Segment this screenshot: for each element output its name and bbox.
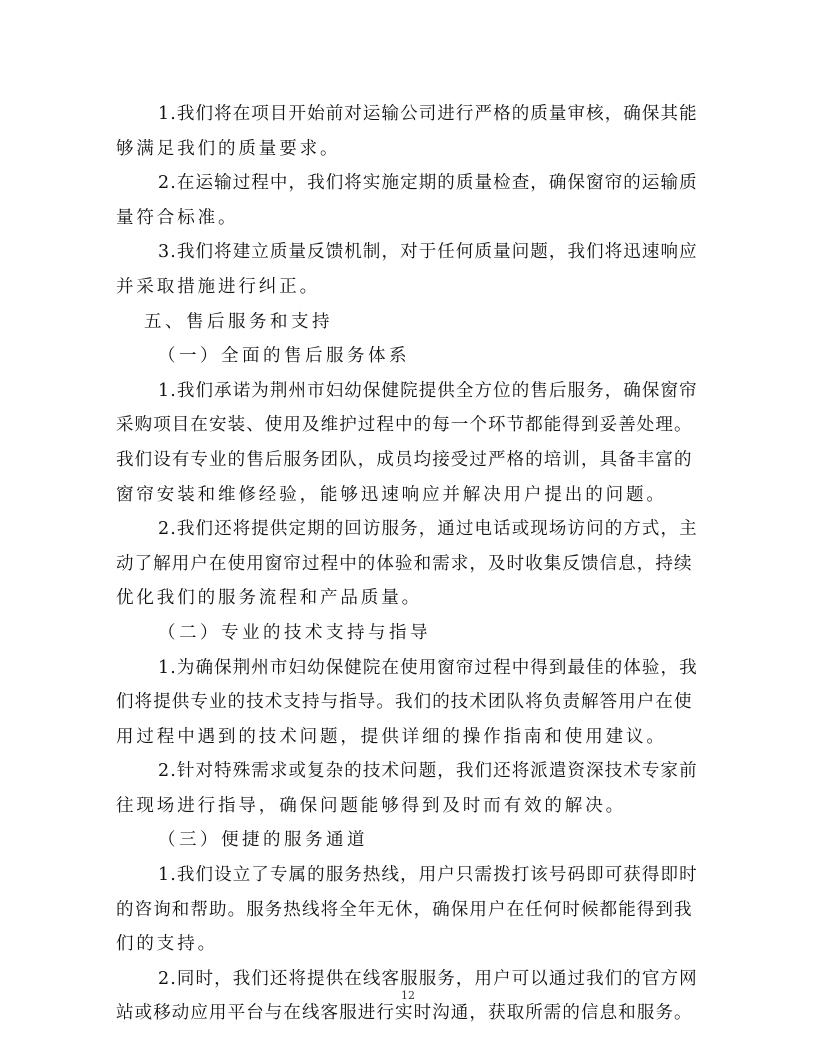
text-line: 窗帘安装和维修经验，能够迅速响应并解决用户提出的问题。 <box>116 484 667 505</box>
document-body <box>116 97 698 1031</box>
text-line: 1.我们设立了专属的服务热线，用户只需拨打该号码即可获得即时 <box>158 865 698 886</box>
subsection-heading: （三）便捷的服务通道 <box>158 830 368 851</box>
text-line: 站或移动应用平台与在线客服进行实时沟通，获取所需的信息和服务。 <box>116 1003 693 1024</box>
text-line: 的咨询和帮助。服务热线将全年无休，确保用户在任何时候都能得到我 <box>116 899 693 920</box>
text-line: 够满足我们的质量要求。 <box>116 138 341 159</box>
subsection-heading: （二）专业的技术支持与指导 <box>158 622 431 643</box>
section-heading: 五、售后服务和支持 <box>144 311 333 332</box>
text-line: 优化我们的服务流程和产品质量。 <box>116 588 422 609</box>
text-line: 1.为确保荆州市妇幼保健院在使用窗帘过程中得到最佳的体验，我 <box>158 657 698 678</box>
text-line: 2.我们还将提供定期的回访服务，通过电话或现场访问的方式，主 <box>158 519 698 540</box>
subsection-heading: （一）全面的售后服务体系 <box>158 346 410 367</box>
page-number: 12 <box>401 989 415 1002</box>
text-line: 1.我们将在项目开始前对运输公司进行严格的质量审核，确保其能 <box>158 104 698 124</box>
text-line: 们的支持。 <box>116 934 218 955</box>
text-line: 我们设有专业的售后服务团队，成员均接受过严格的培训，具备丰富的 <box>116 449 693 470</box>
text-line: 3.我们将建立质量反馈机制，对于任何质量问题，我们将迅速响应 <box>158 242 698 263</box>
text-line: 们将提供专业的技术支持与指导。我们的技术团队将负责解答用户在使 <box>116 692 693 713</box>
text-line: 量符合标准。 <box>116 207 239 228</box>
text-line: 2.同时，我们还将提供在线客服服务，用户可以通过我们的官方网 <box>158 968 698 989</box>
text-line: 2.针对特殊需求或复杂的技术问题，我们还将派遣资深技术专家前 <box>158 761 698 782</box>
text-line: 1.我们承诺为荆州市妇幼保健院提供全方位的售后服务，确保窗帘 <box>158 380 698 401</box>
text-line: 2.在运输过程中，我们将实施定期的质量检查，确保窗帘的运输质 <box>158 173 698 194</box>
text-line: 用过程中遇到的技术问题，提供详细的操作指南和使用建议。 <box>116 726 667 747</box>
text-line: 采购项目在安装、使用及维护过程中的每一个环节都能得到妥善处理。 <box>116 415 693 436</box>
text-line: 动了解用户在使用窗帘过程中的体验和需求，及时收集反馈信息，持续 <box>116 553 693 574</box>
text-line: 并采取措施进行纠正。 <box>116 276 320 297</box>
text-line: 往现场进行指导，确保问题能够得到及时而有效的解决。 <box>116 795 626 816</box>
